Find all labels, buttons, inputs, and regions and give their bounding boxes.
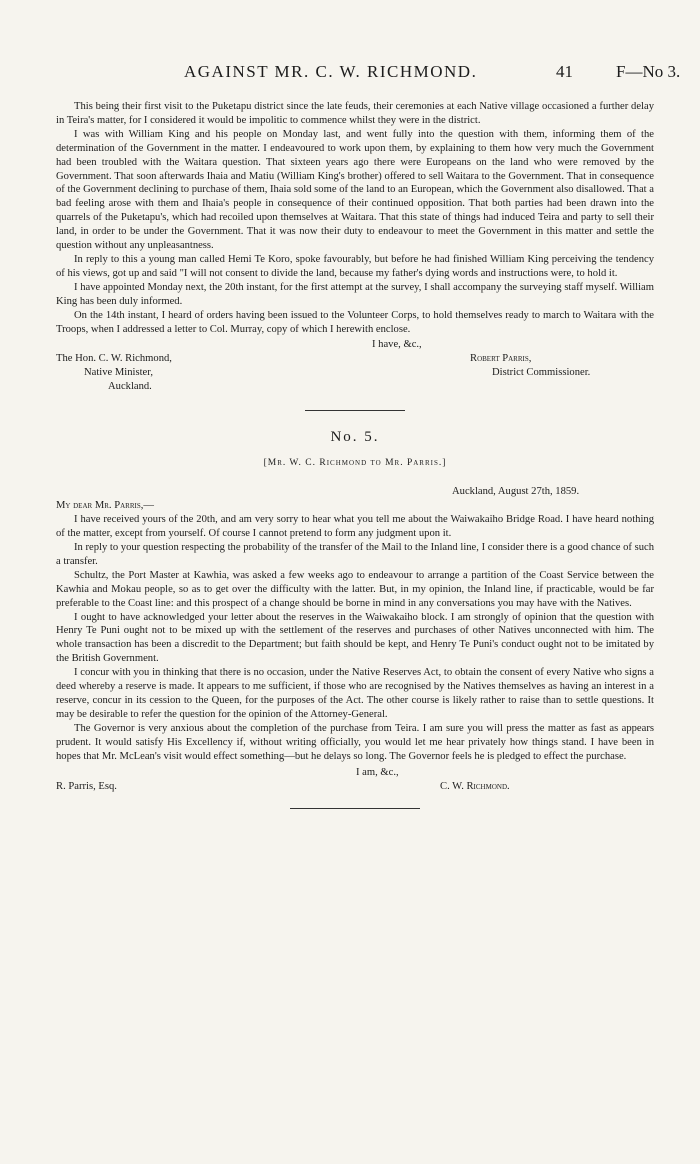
paragraph: I ought to have acknowledged your letter about the reserves in the Waiwakaiho block. I am strongly of opinion that the question with Henry Te Puni ought not to be mixed up with the settlement of the reserves and purchases of other Natives unconnected with him. The whole transaction has been a discredit to the Department; but faith should be kept, and Henry Te Puni's conduct ought not to be imitated by the British Government. [56, 611, 654, 665]
paragraph: On the 14th instant, I heard of orders having been issued to the Volunteer Corps, to hold themselves ready to march to Waitara with the Troops, when I addressed a letter to Col. Murray, copy of which I herewith enclose. [56, 309, 654, 335]
letter-2 [56, 431, 654, 793]
running-title: AGAINST MR. C. W. RICHMOND. [184, 62, 478, 81]
signer-title: District Commissioner. [492, 367, 591, 379]
document-body [56, 100, 654, 809]
document-number: No. 5. [330, 429, 380, 446]
salutation: My dear Mr. Parris,— [56, 500, 154, 512]
signature-row [56, 766, 654, 780]
paragraph: The Governor is very anxious about the completion of the purchase from Teira. I am sure you will press the matter as fast as appears prudent. It would satisfy His Excellency if, without writing officially, you would let me hear privately how things stand. I have been in hopes that Mr. McLean's visit would effect something—but he delays so long. The Governor feels he is pledged to effect the purchase. [56, 722, 654, 762]
signature-row [56, 380, 654, 394]
place-date: Auckland, August 27th, 1859. [452, 486, 580, 498]
paragraph: I have appointed Monday next, the 20th instant, for the first attempt at the survey, I shall accompany the surveying staff myself. William King has been duly informed. [56, 281, 654, 307]
recipient: R. Parris, Esq. [56, 780, 117, 792]
letter-heading: [Mr. W. C. Richmond to Mr. Parris.] [263, 458, 447, 469]
signature-row [56, 352, 654, 366]
letter-1 [56, 100, 654, 394]
paragraph: This being their first visit to the Puketapu district since the late feuds, their ceremonies at each Native village occasioned a further delay in Teira's matter, for I considered it would be impolitic to commence whilst they were in the district. [56, 101, 654, 126]
paragraph: In reply to your question respecting the probability of the transfer of the Mail to the Inland line, I consider there is a good chance of such a transfer. [56, 542, 654, 567]
signature-row [56, 366, 654, 380]
salutation-row [56, 499, 654, 513]
divider [290, 808, 420, 809]
paragraph: Schultz, the Port Master at Kawhia, was asked a few weeks ago to endeavour to arrange a partition of the Coast Service between the Kawhia and Mokau people, so as to get over the difficulty with the latter. But, in my opinion, the Inland line, if practicable, would be far preferable to the Coast line: and this prospect of a change should be borne in mind in any conversations you may have with the Natives. [56, 569, 654, 609]
signature-row [56, 780, 654, 794]
page-header [0, 62, 700, 86]
paragraph: I have received yours of the 20th, and am very sorry to hear what you tell me about the Waiwakaiho Bridge Road. I have heard nothing of the matter, except from yourself. Of course I cannot pretend to form any judgment upon it. [56, 514, 654, 540]
signer: C. W. Richmond. [440, 780, 510, 792]
series-number: F—No 3. [616, 62, 681, 81]
paragraph: In reply to this a young man called Hemi Te Koro, spoke favourably, but before he had finished William King perceiving the tendency of his views, got up and said "I will not consent to divide the land, because my father's dying words and instructions were, to hold it. [56, 253, 654, 279]
closing: I have, &c., [372, 339, 422, 351]
dateline [56, 485, 654, 499]
page-number: 41 [556, 62, 573, 81]
addressee: The Hon. C. W. Richmond, [56, 353, 172, 365]
signer-name: Robert Parris, [470, 353, 532, 365]
divider [305, 410, 405, 411]
paragraph: I concur with you in thinking that there is no occasion, under the Native Reserves Act, to obtain the consent of every Native who signs a deed whereby a reserve is made. It appears to me sufficient, if those who are recognised by the Natives themselves as having an interest in a reserve, concur in its cession to the Queen, for the purposes of the Act. The other course is likely rather to raise than to settle questions. It may be desirable to refer the question for the opinion of the Attorney-General. [56, 667, 654, 720]
closing: I am, &c., [356, 766, 399, 778]
paragraph: I was with William King and his people on Monday last, and went fully into the question with them, informing them of the determination of the Government in the matter. I endeavoured to work upon them, by explaining to them how very much the Government had been troubled with the Waitara question. That sixteen years ago there were Europeans on the land who were removed by the Government. That soon afterwards Ihaia and Matiu (William King's brother) offered to sell Waitara to the Government. That in consequence of the Government declining to purchase of them, Ihaia sold some of the land to an European, which the Government also disallowed. That a bad feeling arose with them and Ihaia's people in consequence of their continued opposition. That both parties had been drawn into the quarrels of the Puketapu's, which had recoiled upon themselves at Waitara. That this state of things had induced Teira and party to sell their land, in order to be under the Government. That it was now their duty to endeavour to meet the Government in this matter and settle the question without any unpleasantness. [56, 128, 654, 252]
signature-row [56, 338, 654, 352]
addressee-title: Native Minister, [84, 367, 154, 379]
addressee-place: Auckland. [108, 381, 152, 393]
